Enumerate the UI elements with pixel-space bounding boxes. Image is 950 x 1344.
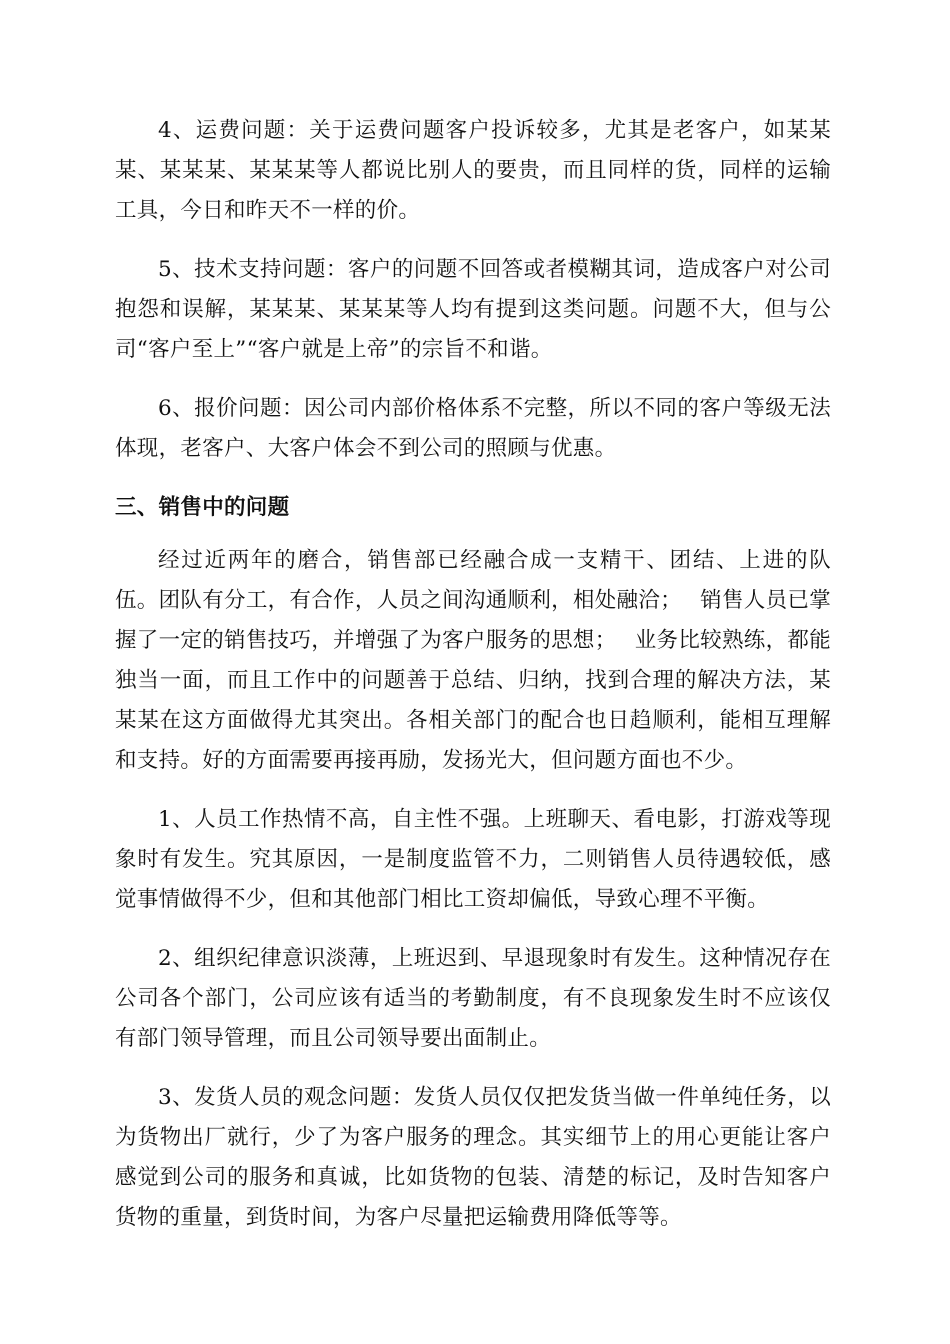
paragraph-freight-issue: 4、运费问题：关于运费问题客户投诉较多，尤其是老客户，如某某某、某某某、某某某等人都说比别人的要贵，而且同样的货，同样的运输工具，今日和昨天不一样的价。 bbox=[115, 118, 831, 223]
paragraph-staff-enthusiasm: 1、人员工作热情不高，自主性不强。上班聊天、看电影，打游戏等现象时有发生。究其原因，一是制度监管不力，二则销售人员待遇较低，感觉事情做得不少，但和其他部门相比工资却偏低，导致心理不平衡。 bbox=[115, 807, 831, 912]
paragraph-tech-support-issue: 5、技术支持问题：客户的问题不回答或者模糊其词，造成客户对公司抱怨和误解，某某某、某某某等人均有提到这类问题。问题不大，但与公司“客户至上”“客户就是上帝”的宗旨不和谐。 bbox=[115, 257, 831, 362]
section-heading: 三、销售中的问题 bbox=[115, 495, 290, 520]
paragraph-discipline: 2、组织纪律意识淡薄，上班迟到、早退现象时有发生。这种情况存在公司各个部门，公司应该有适当的考勤制度，有不良现象发生时不应该仅有部门领导管理，而且公司领导要出面制止。 bbox=[115, 946, 831, 1051]
paragraph-quotation-issue: 6、报价问题：因公司内部价格体系不完整，所以不同的客户等级无法体现，老客户、大客户体会不到公司的照顾与优惠。 bbox=[115, 396, 831, 461]
paragraph-shipping-staff: 3、发货人员的观念问题：发货人员仅仅把发货当做一件单纯任务，以为货物出厂就行，少了为客户服务的理念。其实细节上的用心更能让客户感觉到公司的服务和真诚，比如货物的包装、清楚的标记，及时告知客户货物的重量，到货时间，为客户尽量把运输费用降低等等。 bbox=[115, 1085, 831, 1230]
paragraph-sales-overview: 经过近两年的磨合，销售部已经融合成一支精干、团结、上进的队伍。团队有分工，有合作，人员之间沟通顺利，相处融洽； 销售人员已掌握了一定的销售技巧，并增强了为客户服务的思想； 业务比较熟练，都能独当一面，而且工作中的问题善于总结、归纳，找到合理的解决方法，某某某在这方面做得尤其突出。各相关部门的配合也日趋顺利，能相互理解和支持。好的方面需要再接再励，发扬光大，但问题方面也不少。 bbox=[115, 548, 831, 773]
document-body bbox=[115, 111, 831, 1257]
